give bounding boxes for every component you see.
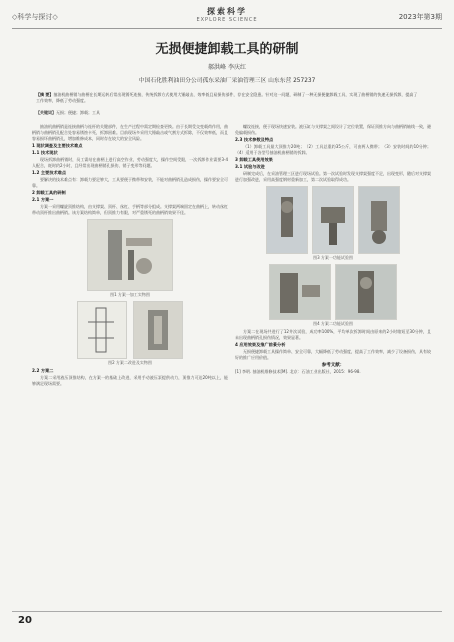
figure-2-image-b xyxy=(133,301,183,359)
article-authors: 郝洪峰 李庆红 xyxy=(208,64,246,71)
heading-1-2: 1.2 主要技术难点 xyxy=(32,170,67,176)
figure-1-image xyxy=(87,219,173,291)
figure-3 xyxy=(266,186,400,261)
figure-4-caption: 图4 方案二功能试验图 xyxy=(313,320,353,326)
figure-3-images xyxy=(266,186,400,254)
keywords-text: 无损；便捷；卸载；工具 xyxy=(56,110,100,115)
header-divider xyxy=(12,28,442,29)
heading-3-1: 3.1 试验与改进 xyxy=(235,164,265,170)
figure-1-caption: 图1 方案一加工实物图 xyxy=(110,291,150,297)
heading-1-1: 1.1 技术现状 xyxy=(32,150,58,156)
keywords-label: 【关键词】 xyxy=(36,110,56,115)
paragraph: 螺纹连接，便于现场快速安装。液压缸与支撑架之间设计了定位装置，保证顶推方向与曲柄销轴线一致，避免偏载损伤。 xyxy=(235,124,431,136)
page-number: 20 xyxy=(18,615,32,626)
abstract xyxy=(36,92,418,104)
journal-name-en: EXPLORE SCIENCE xyxy=(196,17,258,23)
left-column xyxy=(32,124,228,387)
figure-4-images xyxy=(269,264,397,320)
heading-2-2: 2.2 方案二 xyxy=(32,368,54,373)
references-heading: 参考文献： xyxy=(321,363,345,368)
section-label: ◇科学与探讨◇ xyxy=(12,13,58,21)
article-title: 无损便捷卸载工具的研制 xyxy=(155,42,299,57)
figure-2 xyxy=(77,301,183,366)
paragraph: （1）卸载工具最大顶推力20吨；（2）工具总重约35公斤，可由两人携带；（3）安装时间约10分钟；（4）适用于各型号抽油机曲柄销的拆卸。 xyxy=(235,143,431,155)
figure-2-images xyxy=(77,301,183,359)
tool-photo-icon xyxy=(134,302,182,358)
figure-3-image-a xyxy=(266,186,308,254)
journal-masthead xyxy=(12,6,442,23)
tool-drawing-icon xyxy=(78,302,126,358)
figure-2-caption: 图2 方案二改进及实物图 xyxy=(108,359,152,365)
tool-photo-icon xyxy=(88,220,172,290)
field-photo-icon xyxy=(267,187,307,253)
abstract-text: 抽油机曲柄销与曲柄在长期运转后常出现锈死连接，传统拆卸方式使用大锤敲击，效率低且易损伤部件，存在安全隐患。针对这一问题，研制了一种无损便捷卸载工具，实现了曲柄销的快速无损拆卸，提高了工作效率，降低了劳动强度。 xyxy=(36,92,418,103)
heading-2-3: 2.3 技术参数及特点 xyxy=(235,137,274,143)
paragraph: 研制完成后，在采油管理三区进行现场试验。第一次试验时发现支撑架强度不足，出现变形，随后对支撑架进行加强改进，采用高强度钢材重新加工，第二次试验取得成功。 xyxy=(235,170,431,182)
paragraph: 要解决的技术难点有：卸载力要足够大，工具要便于携带和安装，不能对曲柄销孔造成损伤，操作要安全可靠。 xyxy=(32,176,228,188)
figure-3-caption: 图3 方案一功能试验图 xyxy=(313,254,353,260)
field-photo-icon xyxy=(336,265,396,319)
figure-row xyxy=(235,186,431,261)
figure-3-image-c xyxy=(358,186,400,254)
figure-row xyxy=(32,301,228,366)
heading-2: 2 卸载工具的研制 xyxy=(32,189,66,195)
figure-2-image-a xyxy=(77,301,127,359)
article-affiliation: 中国石化胜利油田分公司孤东采油厂采油管理三区 山东东营 257237 xyxy=(138,78,316,84)
issue-label: 2023年第3期 xyxy=(398,13,442,21)
figure-4-image-b xyxy=(335,264,397,320)
field-photo-icon xyxy=(270,265,330,319)
field-photo-icon xyxy=(359,187,399,253)
paragraph: 方案一采用螺旋顶推结构，由支撑架、顶杆、丝杠、手柄等部分组成。支撑架两端固定在曲柄上，转动丝杠带动顶杆推出曲柄销。该方案结构简单，但顶推力有限，对严重锈死的曲柄销效果不佳。 xyxy=(32,203,228,215)
keywords xyxy=(36,110,418,116)
heading-3: 3 卸载工具使用效果 xyxy=(235,156,273,162)
intro-paragraph: 抽油机曲柄销是连接曲柄与连杆的关键部件，在生产过程中需定期检查更换。由于长期受交变载荷作用，曲柄销与曲柄销孔配合处容易锈蚀卡死，拆卸困难。目前现场多采用大锤敲击或气割方式拆除，不仅效率低，而且容易损坏曲柄销孔，增加维修成本，同时存在较大的安全风险。 xyxy=(32,124,228,142)
figure-4 xyxy=(269,264,397,327)
figure-row xyxy=(32,219,228,298)
paragraph: 方案二采用液压顶推结构，在方案一的基础上改进，采用手动液压泵提供动力，顶推力可达20吨以上，能够满足现场需要。 xyxy=(32,374,228,386)
paragraph: 无损便捷卸载工具操作简单、安全可靠，大幅降低了劳动强度，提高了工作效率，减少了设备损伤，具有较好的推广应用价值。 xyxy=(235,348,431,360)
field-photo-icon xyxy=(313,187,353,253)
page-header xyxy=(12,6,442,28)
heading-2-1: 2.1 方案一 xyxy=(32,197,54,203)
footer-divider xyxy=(12,611,442,612)
right-column xyxy=(235,124,431,376)
journal-name-cn: 探索科学 xyxy=(207,7,247,16)
heading-4: 4 应用效果及推广前景分析 xyxy=(235,342,286,348)
paragraph: 现场拆卸曲柄销时，员工需站在曲柄上进行高空作业，劳动强度大，操作空间受限，一次拆卸作业需要3-4人配合，耗时约2小时，且经常出现曲柄销孔损伤、销子变形等问题。 xyxy=(32,156,228,169)
figure-4-image-a xyxy=(269,264,331,320)
paragraph: 方案二在现场共进行了12井次试验，成功率100%，平均单次拆卸时间由原来的2小时缩短至30分钟，且未出现曲柄销孔损伤情况，效果显著。 xyxy=(235,329,431,341)
reference-item: [1] 李明. 抽油机维修技术[M]. 北京：石油工业出版社，2015：96-98. xyxy=(235,369,361,375)
abstract-label: 【摘 要】 xyxy=(36,92,54,97)
heading-1: 1 现状调查及主要技术难点 xyxy=(32,143,83,149)
figure-row xyxy=(235,264,431,327)
figure-3-image-b xyxy=(312,186,354,254)
figure-1 xyxy=(87,219,173,298)
